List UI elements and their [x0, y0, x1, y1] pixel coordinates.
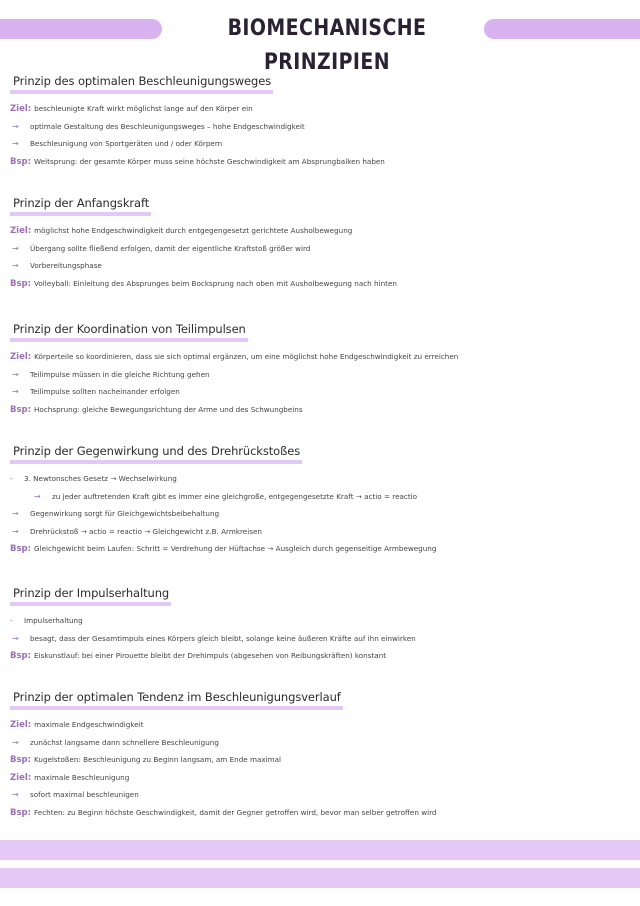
bullet-marker: → [12, 633, 19, 643]
line-text: Teilimpulse müssen in die gleiche Richtung gehen [30, 369, 210, 379]
note-line [10, 612, 570, 630]
note-line [10, 100, 570, 118]
note-line [10, 348, 570, 366]
bullet-marker: → [12, 243, 19, 253]
line-text: Drehrückstoß → actio = reactio → Gleichgewicht z.B. Armkreisen [30, 526, 262, 536]
bullet-marker: → [12, 790, 19, 800]
note-line [10, 751, 570, 769]
line-text: Vorbereitungsphase [30, 261, 102, 271]
note-line [10, 257, 570, 275]
note-line [10, 275, 570, 293]
note-line [10, 505, 570, 523]
page-title: BIOMECHANISCHE PRINZIPIEN [227, 16, 427, 75]
note-line [10, 488, 570, 506]
bsp-label: Bsp: [10, 156, 32, 167]
bullet-marker: → [12, 509, 19, 519]
note-line [10, 630, 570, 648]
line-text: 3. Newtonsches Gesetz → Wechselwirkung [24, 474, 177, 483]
bullet-marker: - [10, 474, 13, 483]
line-text: zunächst langsame dann schnellere Beschleunigung [30, 737, 219, 747]
section [10, 318, 570, 418]
bullet-marker: → [34, 491, 41, 501]
section-heading: Prinzip der Anfangskraft [10, 196, 151, 216]
note-line [10, 366, 570, 384]
line-text: besagt, dass der Gesamtimpuls eines Körpers gleich bleibt, solange keine äußeren Kräfte auf ihn einwirken [30, 633, 416, 643]
line-text: optimale Gestaltung des Beschleunigungsweges – hohe Endgeschwindigkeit [30, 121, 305, 131]
title-banner [0, 12, 640, 75]
note-line [10, 804, 570, 822]
line-text: möglichst hohe Endgeschwindigkeit durch entgegengesetzt gerichtete Ausholbewegung [34, 226, 353, 235]
footer-bar-upper [0, 840, 640, 860]
line-text: Volleyball: Einleitung des Absprunges beim Bocksprung nach oben mit Ausholbewegung nach hinten [34, 278, 397, 288]
line-text: Körperteile so koordinieren, dass sie sich optimal ergänzen, um eine möglichst hohe Endgeschwindigkeit zu erreichen [34, 352, 459, 361]
line-text: Übergang sollte fließend erfolgen, damit der eigentliche Kraftstoß größer wird [30, 243, 311, 253]
note-line [10, 118, 570, 136]
note-line [10, 540, 570, 558]
bsp-label: Bsp: [10, 651, 32, 662]
banner-bar-right [484, 19, 640, 39]
bullet-marker: → [12, 261, 19, 271]
note-line [10, 222, 570, 240]
note-line [10, 786, 570, 804]
line-text: Fechten: zu Beginn höchste Geschwindigkeit, damit der Gegner getroffen wird, bevor man selber getroffen wird [34, 807, 437, 817]
line-text: Teilimpulse sollten nacheinander erfolgen [30, 387, 180, 397]
note-line [10, 470, 570, 488]
bullet-marker: → [12, 369, 19, 379]
section-heading: Prinzip der Gegenwirkung und des Drehrückstoßes [10, 444, 302, 464]
banner-bar-left [0, 19, 162, 39]
footer-bar-lower [0, 868, 640, 888]
line-text: beschleunigte Kraft wirkt möglichst lange auf den Körper ein [34, 104, 253, 113]
section-heading: Prinzip der optimalen Tendenz im Beschleunigungsverlauf [10, 690, 343, 710]
section-heading: Prinzip der Impulserhaltung [10, 586, 171, 606]
bullet-marker: → [12, 387, 19, 397]
line-text: maximale Endgeschwindigkeit [34, 720, 144, 729]
line-text: Eiskunstlauf: bei einer Pirouette bleibt der Drehimpuls (abgesehen von Reibungskräften) konstant [34, 651, 387, 661]
section [10, 192, 570, 292]
section [10, 582, 570, 665]
section [10, 686, 570, 822]
bsp-label: Bsp: [10, 544, 32, 555]
bullet-marker: - [10, 616, 13, 625]
ziel-label: Ziel: [10, 720, 32, 730]
bsp-label: Bsp: [10, 755, 32, 766]
line-text: Beschleunigung von Sportgeräten und / oder Körpern [30, 139, 223, 149]
ziel-label: Ziel: [10, 772, 32, 783]
bullet-marker: → [12, 526, 19, 536]
ziel-label: Ziel: [10, 104, 32, 114]
line-text: Weitsprung: der gesamte Körper muss seine höchste Geschwindigkeit am Absprungbalken haben [34, 156, 385, 166]
section [10, 440, 570, 558]
note-line [10, 135, 570, 153]
note-line [10, 647, 570, 665]
line-text: Gleichgewicht beim Laufen: Schritt = Verdrehung der Hüftachse → Ausgleich durch gegenseitige Armbewegung [34, 544, 437, 554]
note-line [10, 769, 570, 787]
line-text: Kugelstoßen: Beschleunigung zu Beginn langsam, am Ende maximal [34, 755, 282, 765]
bullet-marker: → [12, 121, 19, 131]
bsp-label: Bsp: [10, 278, 32, 289]
bsp-label: Bsp: [10, 807, 32, 818]
bullet-marker: → [12, 139, 19, 149]
bsp-label: Bsp: [10, 404, 32, 415]
ziel-label: Ziel: [10, 226, 32, 236]
line-text: sofort maximal beschleunigen [30, 790, 139, 800]
note-line [10, 523, 570, 541]
note-line [10, 383, 570, 401]
note-line [10, 716, 570, 734]
line-text: Hochsprung: gleiche Bewegungsrichtung der Arme und des Schwungbeins [34, 404, 303, 414]
line-text: Impulserhaltung [24, 616, 83, 625]
section-heading: Prinzip der Koordination von Teilimpulsen [10, 322, 248, 342]
line-text: Gegenwirkung sorgt für Gleichgewichtsbeibehaltung [30, 509, 220, 519]
ziel-label: Ziel: [10, 352, 32, 362]
line-text: maximale Beschleunigung [34, 772, 130, 782]
note-line [10, 401, 570, 419]
line-text: zu jeder auftretenden Kraft gibt es immer eine gleichgroße, entgegengesetzte Kraft → actio = reactio [52, 491, 418, 501]
note-line [10, 240, 570, 258]
note-line [10, 153, 570, 171]
bullet-marker: → [12, 737, 19, 747]
section [10, 70, 570, 170]
note-line [10, 734, 570, 752]
section-heading: Prinzip des optimalen Beschleunigungsweges [10, 74, 273, 94]
